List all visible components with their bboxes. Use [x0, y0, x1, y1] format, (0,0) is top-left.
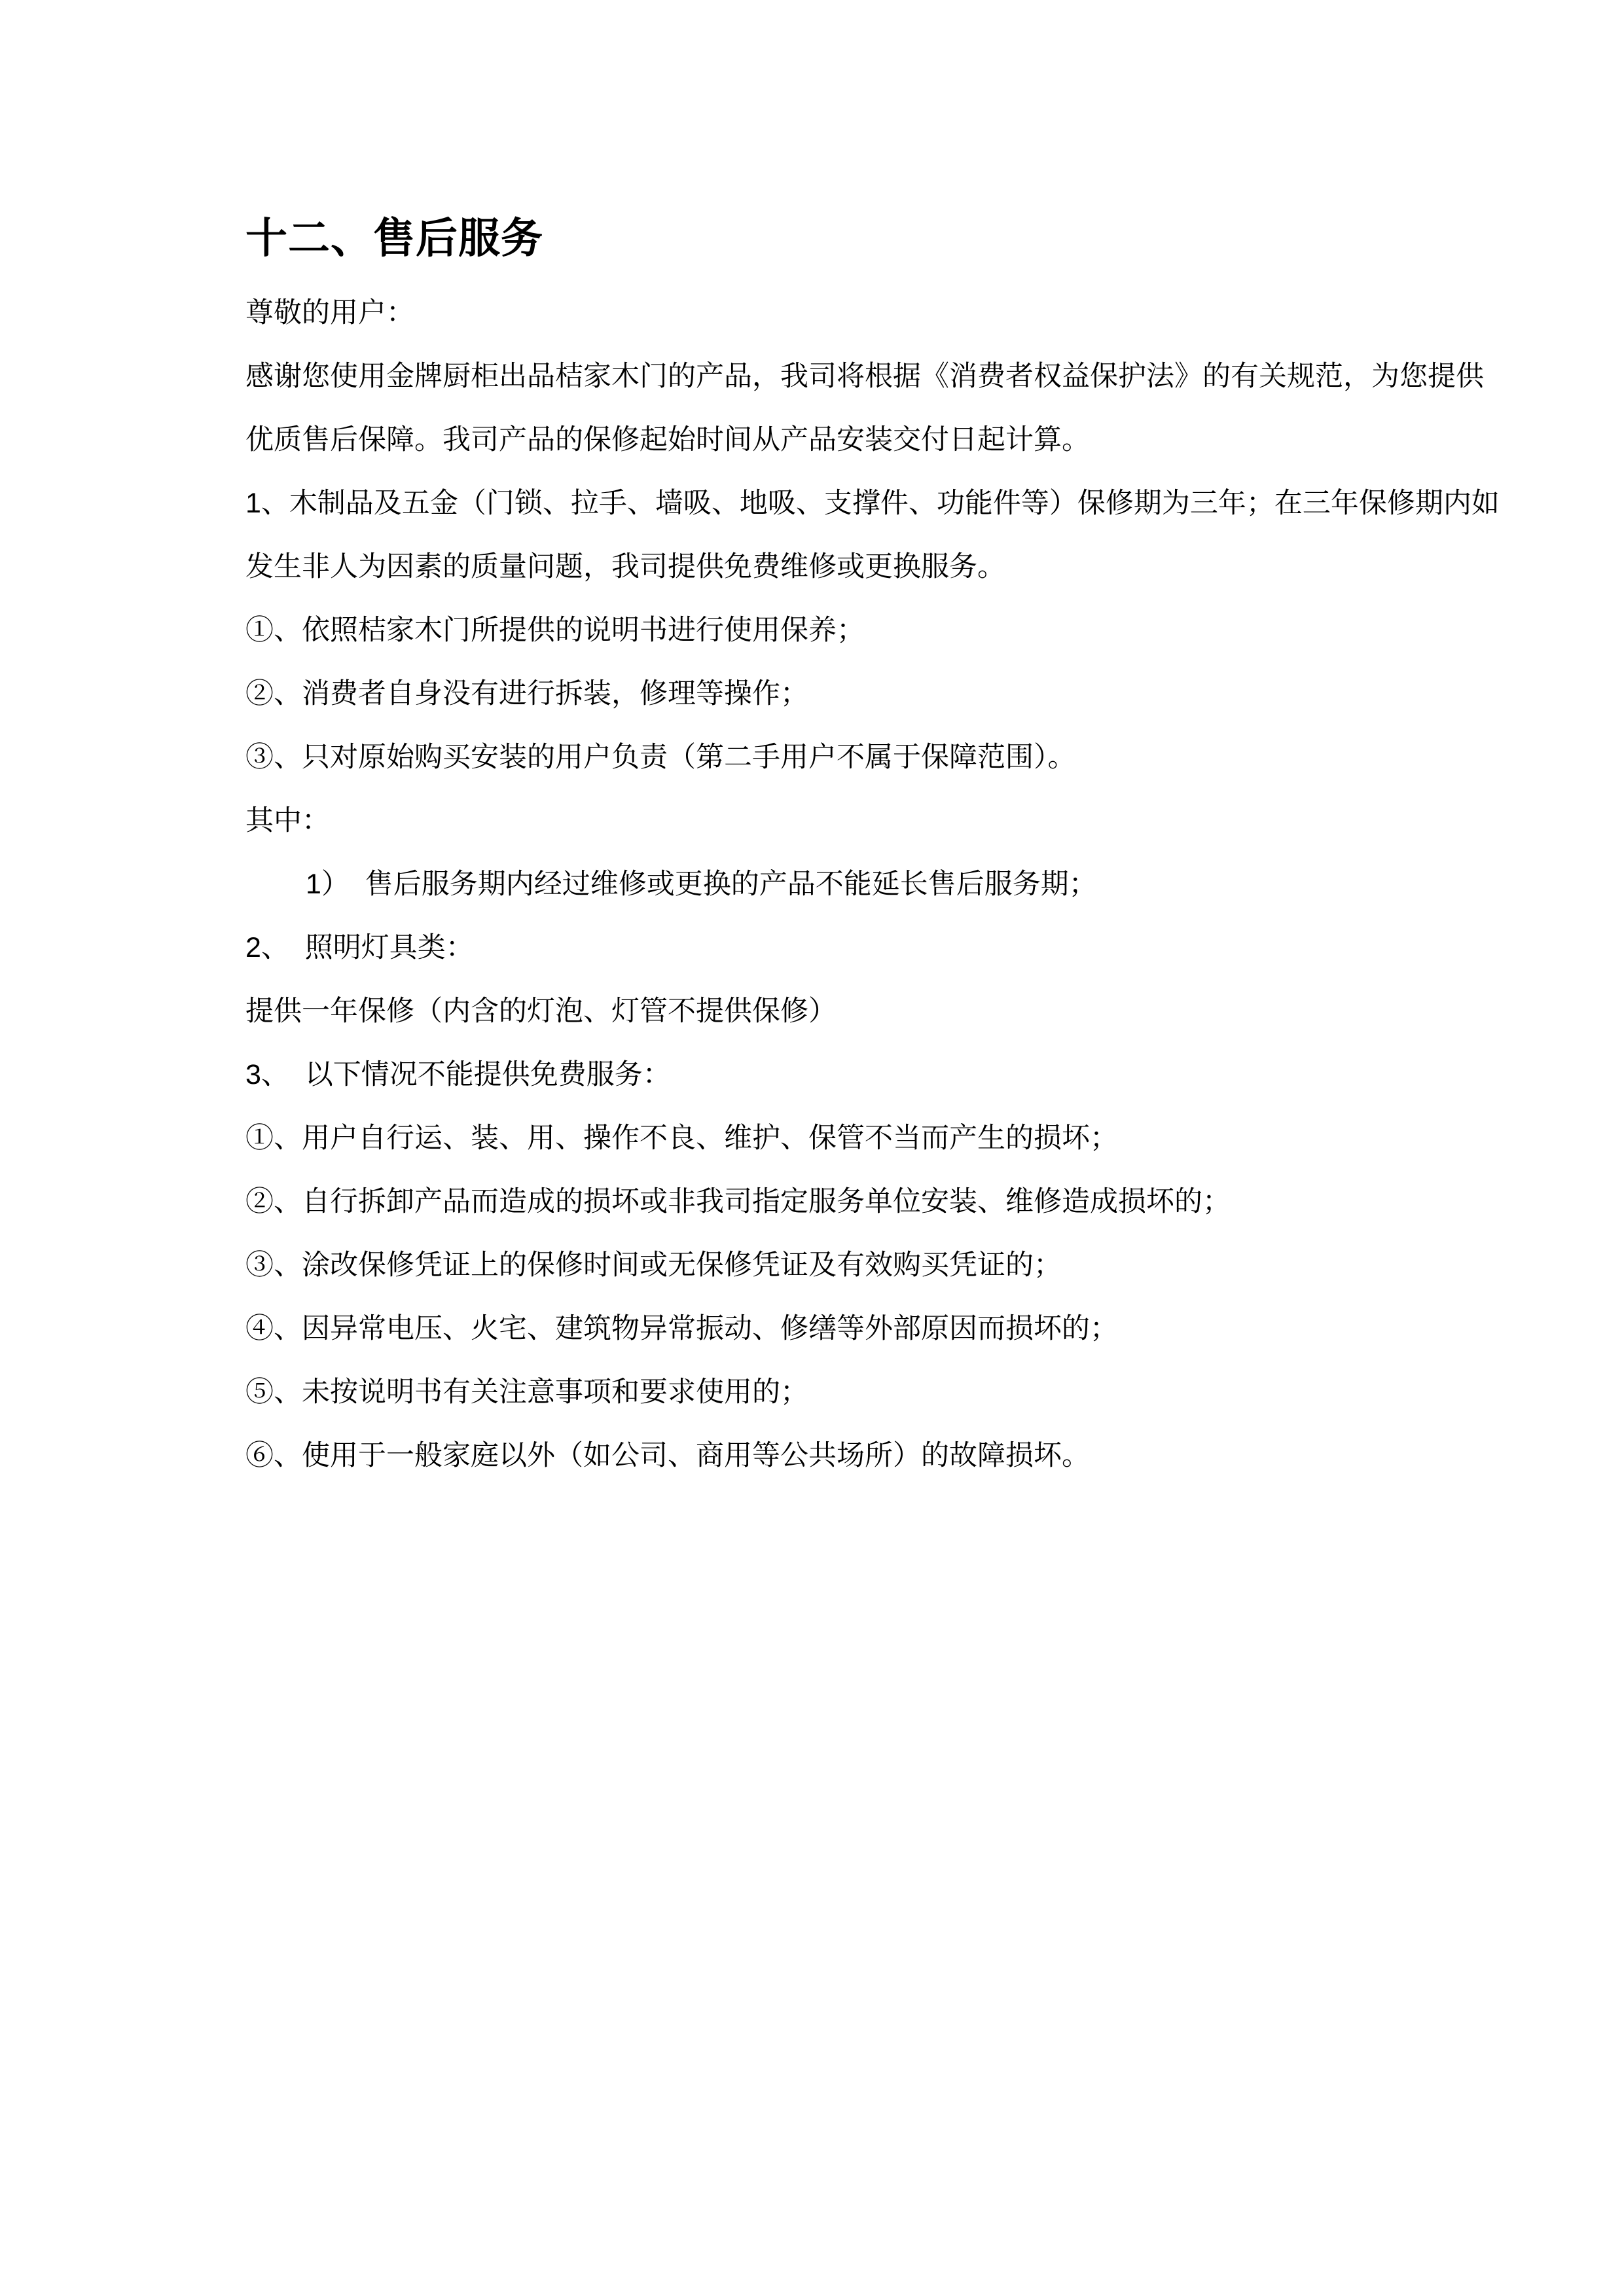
note-sub-item-1: 1） 售后服务期内经过维修或更换的产品不能延长售后服务期； — [306, 869, 1097, 900]
item1-line-1: 1、木制品及五金（门锁、拉手、墙吸、地吸、支撑件、功能件等）保修期为三年；在三年保修期内如 — [245, 488, 1500, 519]
item3-case-1: ①、用户自行运、装、用、操作不良、维护、保管不当而产生的损坏； — [245, 1122, 1118, 1154]
item3-case-5: ⑤、未按说明书有关注意事项和要求使用的； — [245, 1376, 808, 1408]
greeting-line: 尊敬的用户： — [245, 297, 414, 329]
item3-heading: 3、 以下情况不能提供免费服务： — [245, 1059, 671, 1090]
section-title: 十二、售后服务 — [245, 215, 543, 262]
item1-condition-3: ③、只对原始购买安装的用户负责（第二手用户不属于保障范围）。 — [245, 742, 1076, 773]
item1-condition-2: ②、消费者自身没有进行拆装，修理等操作； — [245, 678, 808, 709]
item3-case-2: ②、自行拆卸产品而造成的损坏或非我司指定服务单位安装、维修造成损坏的； — [245, 1186, 1231, 1217]
intro-line-1: 感谢您使用金牌厨柜出品桔家木门的产品，我司将根据《消费者权益保护法》的有关规范，为您提供 — [245, 361, 1484, 392]
item3-case-6: ⑥、使用于一般家庭以外（如公司、商用等公共场所）的故障损坏。 — [245, 1440, 1090, 1471]
item2-description: 提供一年保修（内含的灯泡、灯管不提供保修） — [245, 996, 837, 1027]
document-body — [245, 281, 1513, 1488]
item2-heading: 2、 照明灯具类： — [245, 932, 474, 963]
item1-condition-1: ①、依照桔家木门所提供的说明书进行使用保养； — [245, 615, 865, 646]
item3-case-3: ③、涂改保修凭证上的保修时间或无保修凭证及有效购买凭证的； — [245, 1249, 1062, 1281]
note-label: 其中： — [245, 805, 330, 836]
item1-line-2: 发生非人为因素的质量问题，我司提供免费维修或更换服务。 — [245, 551, 1005, 583]
item3-case-4: ④、因异常电压、火宅、建筑物异常振动、修缮等外部原因而损坏的； — [245, 1313, 1118, 1344]
intro-line-2: 优质售后保障。我司产品的保修起始时间从产品安装交付日起计算。 — [245, 424, 1090, 456]
